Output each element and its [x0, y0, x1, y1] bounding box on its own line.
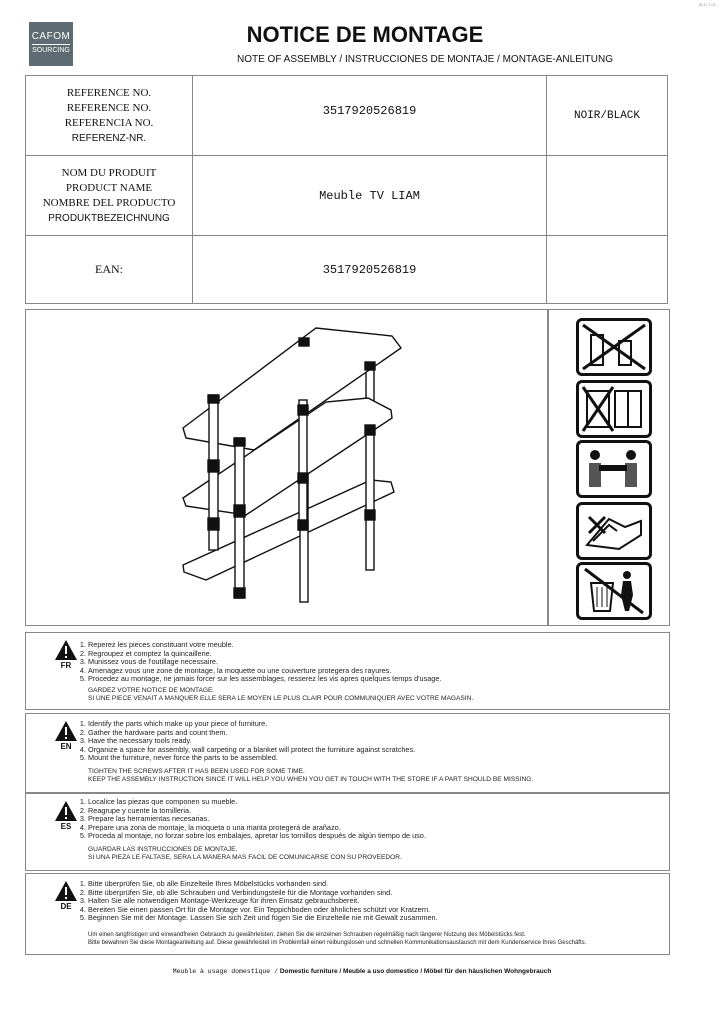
reference-value: 3517920526819: [193, 76, 547, 156]
lang-label-en: EN: [60, 742, 72, 751]
keep-line: Bitte bewahren Sie diese Montageanleitung auf. Diese gewährleistet im Problemfall einen reibungslosen und schnellen Kommunikationsaustausch mit dem Kundenservice Ihres Geschäfts.: [88, 940, 587, 946]
product-empty-cell: [547, 156, 668, 236]
steps-en: [76, 720, 415, 763]
logo-line-2: SOURCING: [32, 44, 70, 56]
instructions-fr: [25, 632, 670, 710]
keep-line: GUARDAR LAS INSTRUCCIONES DE MONTAJE.: [88, 846, 238, 853]
reference-row: [26, 76, 668, 156]
lang-label-fr: FR: [60, 661, 72, 670]
step: 5. Beginnen Sie mit der Montage. Lassen Sie sich Zeit und fügen Sie die Einzelteile nie mit Gewalt zusammen.: [88, 914, 438, 923]
step: 1. Reperez les pieces constituant votre meuble.: [88, 641, 441, 650]
product-info-table: [25, 75, 668, 304]
corner-code: BLD-T-01: [698, 2, 716, 7]
keep-line: GARDEZ VOTRE NOTICE DE MONTAGE.: [88, 687, 215, 694]
two-person-assembly-icon: [576, 440, 652, 498]
logo-line-1: CAFOM: [31, 31, 71, 42]
ean-row: [26, 236, 668, 304]
ean-value: 3517920526819: [193, 236, 547, 304]
step: 5. Mount the furniture, never force the parts to be assembled.: [88, 754, 415, 763]
keep-line: SI UNA PIEZA LE FALTASE, SERA LA MANERA MAS FACIL DE COMUNICARSE CON SU PROVEEDOR.: [88, 854, 402, 861]
reference-label-fr: REFERENCE NO.: [66, 86, 152, 99]
reference-label-en: REFERENCE NO.: [66, 101, 152, 114]
product-label-en: PRODUCT NAME: [65, 181, 153, 194]
step: 3. Prepare las herramientas necesarias.: [88, 815, 426, 824]
lang-label-es: ES: [60, 822, 72, 831]
steps-es: [76, 798, 426, 841]
step: 5. Procedez au montage, ne jamais forcer sur les assemblages, resserez les vis apres quelques temps d'usage.: [88, 675, 441, 684]
keep-notice-en: [88, 768, 533, 784]
reference-labels: [26, 76, 193, 156]
ean-label: EAN:: [26, 236, 193, 304]
step: 2. Reagrupe y cuente la tornilleria.: [88, 807, 426, 816]
step: 4. Organize a space for assembly, wall carpeting or a blanket will protect the furniture against scratches.: [88, 746, 415, 755]
warning-icon: [54, 800, 78, 822]
step: 4. Prepare una zona de montaje, la moqueta o una manta protegerá de arañazo.: [88, 824, 426, 833]
ean-empty-cell: [547, 236, 668, 304]
step: 1. Bitte überprüfen Sie, ob alle Einzelteile Ihres Möbelstücks vorhanden sind.: [88, 880, 438, 889]
step: 3. Munissez vous de l'outillage necessaire.: [88, 658, 441, 667]
reference-label-es: REFERENCIA NO.: [64, 116, 154, 129]
page-title: NOTICE DE MONTAGE: [246, 22, 484, 47]
step: 3. Have the necessary tools ready.: [88, 737, 415, 746]
keep-line: Um einen langfristigen und einwandfreien Gebrauch zu gewährleisten, ziehen Sie die einzelnen Schrauben regelmäßig nach längerer Nutzung des Möbelstücks fest.: [88, 932, 526, 938]
step: 1. Identify the parts which make up your piece of furniture.: [88, 720, 415, 729]
keep-line: KEEP THE ASSEMBLY INSTRUCTION SINCE IT WILL HELP YOU WHEN YOU GET IN TOUCH WITH THE STORE IF A PART SHOULD BE MISSING.: [88, 776, 534, 783]
instructions-es: [25, 793, 670, 871]
no-trash-bin-icon: [576, 562, 652, 620]
product-name-value: Meuble TV LIAM: [193, 156, 547, 236]
keep-notice-de: [88, 931, 663, 947]
no-open-window-icon: [576, 380, 652, 438]
step: 3. Halten Sie alle notwendigen Montage-Werkzeuge für ihren Einsatz gebrauchsbereit.: [88, 897, 438, 906]
lang-label-de: DE: [60, 902, 72, 911]
clean-cloth-icon: [576, 502, 652, 560]
step: 4. Amenagez vous une zone de montage, la moquette ou une couverture protegera des rayures.: [88, 667, 441, 676]
instructions-de: [25, 873, 670, 955]
product-row: [26, 156, 668, 236]
product-labels: [26, 156, 193, 236]
step: 2. Gather the hardware parts and count them.: [88, 729, 415, 738]
warning-icon: [54, 720, 78, 742]
step: 5. Proceda al montaje, no forzar sobre los embalajes, apretar los tornillos después de algún tiempo de uso.: [88, 832, 426, 841]
instructions-en: [25, 713, 670, 793]
product-label-es: NOMBRE DEL PRODUCTO: [42, 196, 176, 209]
keep-notice-fr: [88, 687, 473, 703]
step: 2. Regroupez et comptez la quincaillerie.: [88, 650, 441, 659]
page-subtitle: NOTE OF ASSEMBLY / INSTRUCCIONES DE MONTAJE / MONTAGE-ANLEITUNG: [237, 54, 613, 65]
step: 1. Localice las piezas que componen su mueble.: [88, 798, 426, 807]
footer-fr: Meuble à usage domestique /: [172, 968, 279, 975]
keep-line: SI UNE PIECE VENAIT A MANQUER ELLE SERA LE MOYEN LE PLUS CLAIR POUR COMMUNIQUER AVEC VOTRE MAGASIN.: [88, 695, 474, 702]
footer: [0, 968, 724, 975]
warning-icon: [54, 639, 78, 661]
footer-translations: Domestic furniture / Meuble a uso domestico / Möbel für den häuslichen Wohngebrauch: [279, 968, 552, 975]
tv-stand-drawing: [26, 310, 547, 625]
step: 4. Bereiten Sie einen passen Ort für die Montage vor. Ein Teppichboden oder ähnliches schützt vor Kratzern.: [88, 906, 438, 915]
keep-notice-es: [88, 846, 402, 862]
product-label-de: PRODUKTBEZEICHNUNG: [48, 212, 170, 224]
care-icons-column: [548, 309, 670, 626]
steps-fr: [76, 641, 441, 684]
keep-line: TIGHTEN THE SCREWS AFTER IT HAS BEEN USED FOR SOME TIME.: [88, 768, 305, 775]
steps-de: [76, 880, 438, 923]
no-chemicals-icon: [576, 318, 652, 376]
product-label-fr: NOM DU PRODUIT: [61, 166, 157, 179]
step: 2. Bitte überprüfen Sie, ob alle Schrauben und Verbindungsteile für die Montage vorhanden sind.: [88, 889, 438, 898]
product-illustration-box: [25, 309, 548, 626]
warning-icon: [54, 880, 78, 902]
brand-logo: [29, 22, 73, 66]
reference-label-de: REFERENZ-NR.: [71, 132, 147, 144]
color-value: NOIR/BLACK: [547, 76, 668, 156]
